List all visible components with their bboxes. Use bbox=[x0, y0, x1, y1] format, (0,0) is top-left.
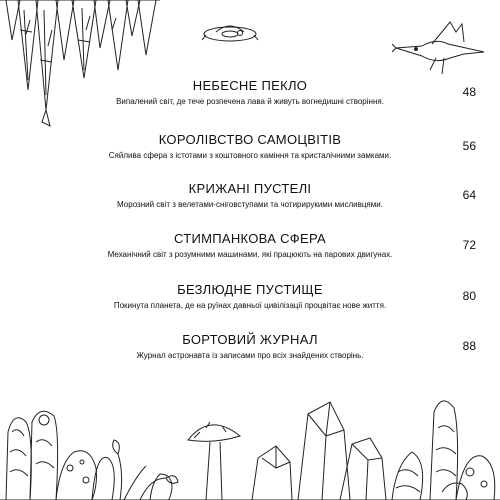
toc-entry-description: Сяйлива сфера з істотами з коштовного каміння та кристалічними замками. bbox=[108, 151, 392, 160]
toc-entry-sky-hell[interactable] bbox=[0, 78, 500, 118]
toc-entry-title: КОРОЛІВСТВО САМОЦВІТІВ bbox=[158, 132, 342, 147]
toc-entry-gem-kingdom[interactable] bbox=[0, 132, 500, 172]
toc-entry-title: КРИЖАНІ ПУСТЕЛІ bbox=[188, 181, 312, 196]
toc-entry-description: Морозний світ з велетами-сніговступами та чотирирукими мисливцями. bbox=[117, 200, 383, 209]
toc-entry-logbook[interactable] bbox=[0, 332, 500, 372]
toc-entry-description: Журнал астронавта із записами про всіх знайдених створінь. bbox=[136, 351, 364, 360]
toc-entry-page-number: 56 bbox=[462, 139, 476, 153]
toc-entry-title: НЕБЕСНЕ ПЕКЛО bbox=[192, 78, 308, 93]
toc-entry-page-number: 64 bbox=[462, 188, 476, 202]
toc-entry-deserted-wasteland[interactable] bbox=[0, 282, 500, 322]
toc-entry-title: БОРТОВИЙ ЖУРНАЛ bbox=[182, 332, 318, 347]
alien-plants-and-mushrooms-illustration bbox=[0, 392, 500, 500]
toc-entry-description: Покинута планета, де на руїнах давньої цивілізації процвітає нове життя. bbox=[113, 301, 387, 310]
toc-entry-title: БЕЗЛЮДНЕ ПУСТИЩЕ bbox=[177, 282, 323, 297]
toc-entry-page-number: 88 bbox=[462, 339, 476, 353]
toc-entry-title: СТИМПАНКОВА СФЕРА bbox=[173, 231, 327, 246]
toc-entry-ice-deserts[interactable] bbox=[0, 181, 500, 221]
toc-entry-page-number: 80 bbox=[462, 289, 476, 303]
toc-entry-steampunk-sphere[interactable] bbox=[0, 231, 500, 271]
toc-entry-page-number: 48 bbox=[462, 85, 476, 99]
toc-entry-page-number: 72 bbox=[462, 238, 476, 252]
toc-entry-description: Механічний світ з розумними машинами, які працюють на парових двигунах. bbox=[107, 250, 393, 259]
toc-entry-description: Випалений світ, де тече розпечена лава й живуть вогнедишні створіння. bbox=[116, 97, 384, 106]
